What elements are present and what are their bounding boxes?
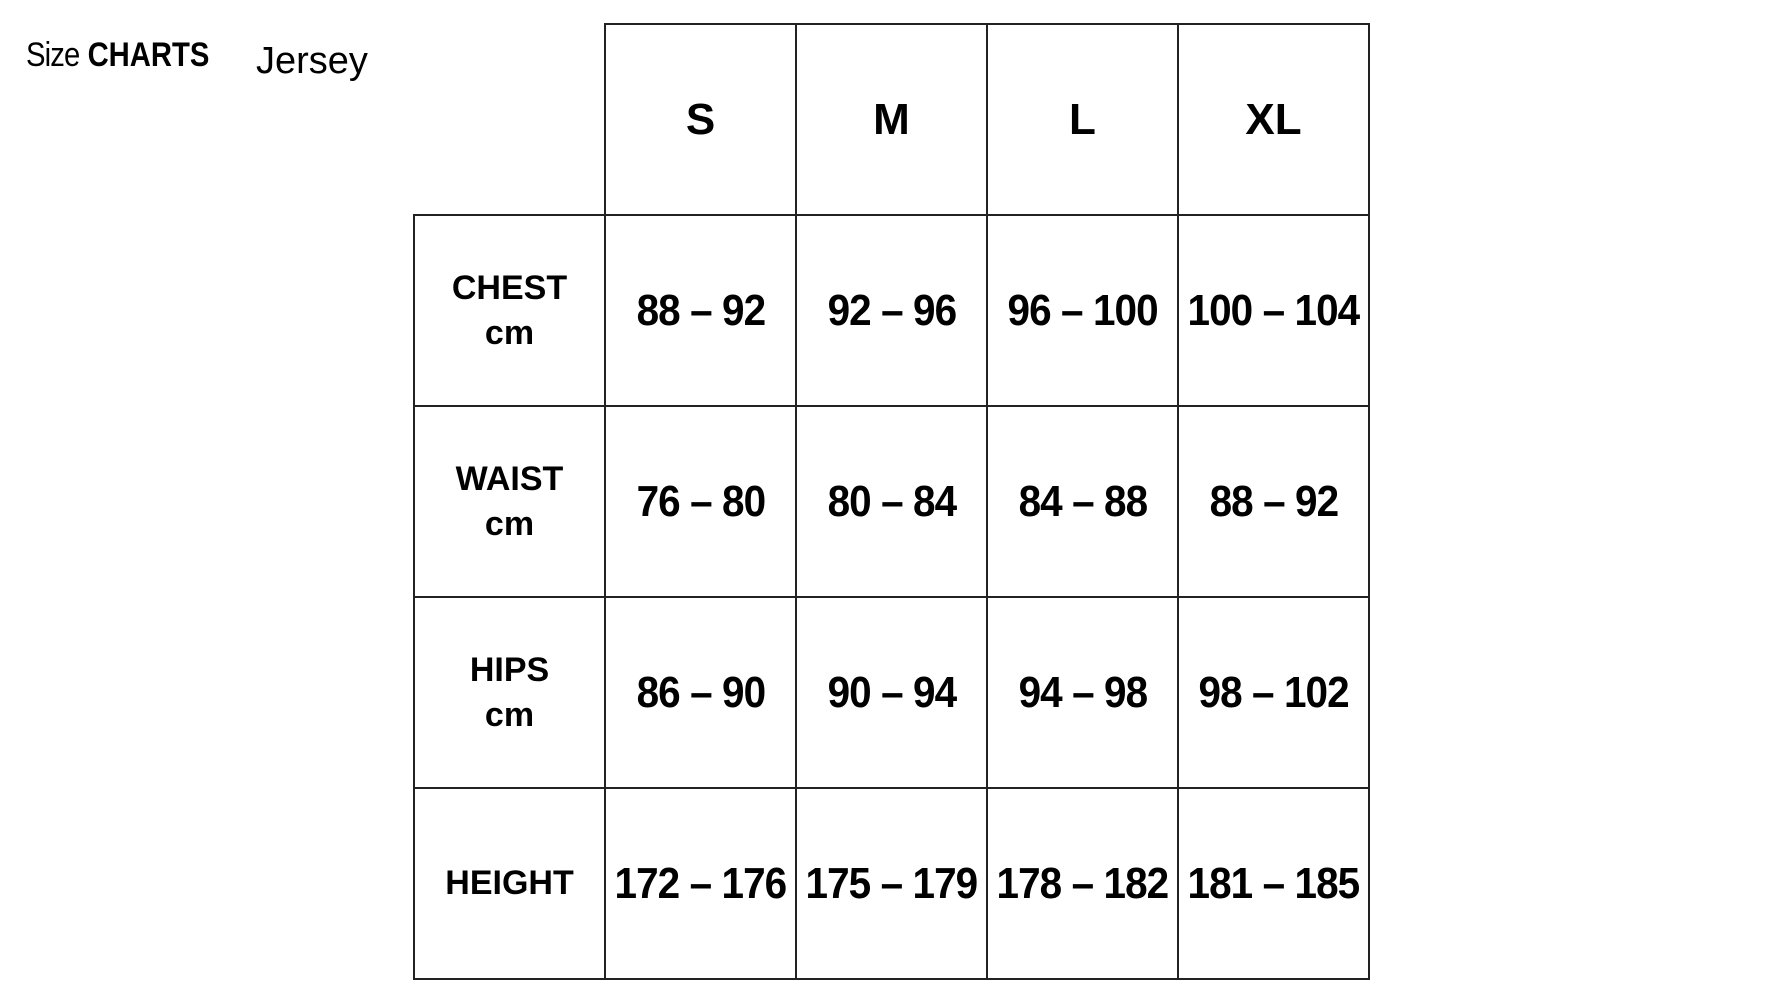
logo-bold-text: CHARTS bbox=[87, 36, 210, 74]
row-unit: cm bbox=[484, 695, 535, 734]
row-unit: cm bbox=[484, 504, 535, 543]
table-cell: 98 – 102 bbox=[1177, 596, 1370, 789]
table-cell: 172 – 176 bbox=[604, 787, 797, 980]
row-unit: cm bbox=[484, 313, 535, 352]
table-cell: 90 – 94 bbox=[795, 596, 988, 789]
row-header-hips bbox=[413, 596, 606, 789]
table-cell: 88 – 92 bbox=[1177, 405, 1370, 598]
table-cell: 88 – 92 bbox=[604, 214, 797, 407]
table-cell: 94 – 98 bbox=[986, 596, 1179, 789]
row-header-chest bbox=[413, 214, 606, 407]
row-label: HIPS bbox=[469, 651, 550, 690]
table-cell: 84 – 88 bbox=[986, 405, 1179, 598]
size-header-m: M bbox=[795, 23, 988, 216]
table-cell: 86 – 90 bbox=[604, 596, 797, 789]
row-label: CHEST bbox=[451, 269, 568, 308]
row-header-height bbox=[413, 787, 606, 980]
size-header-l: L bbox=[986, 23, 1179, 216]
size-header-s: S bbox=[604, 23, 797, 216]
row-label: HEIGHT bbox=[445, 864, 574, 903]
table-cell: 80 – 84 bbox=[795, 405, 988, 598]
size-charts-logo bbox=[26, 38, 209, 72]
table-cell: 175 – 179 bbox=[795, 787, 988, 980]
table-cell: 181 – 185 bbox=[1177, 787, 1370, 980]
logo-light-text: Size bbox=[26, 36, 80, 74]
table-cell: 76 – 80 bbox=[604, 405, 797, 598]
size-header-xl: XL bbox=[1177, 23, 1370, 216]
table-cell: 100 – 104 bbox=[1177, 214, 1370, 407]
table-cell: 92 – 96 bbox=[795, 214, 988, 407]
table-cell: 178 – 182 bbox=[986, 787, 1179, 980]
row-header-waist bbox=[413, 405, 606, 598]
product-title: Jersey bbox=[256, 40, 368, 82]
row-label: WAIST bbox=[455, 460, 564, 499]
size-chart-table bbox=[413, 23, 1370, 980]
table-cell: 96 – 100 bbox=[986, 214, 1179, 407]
